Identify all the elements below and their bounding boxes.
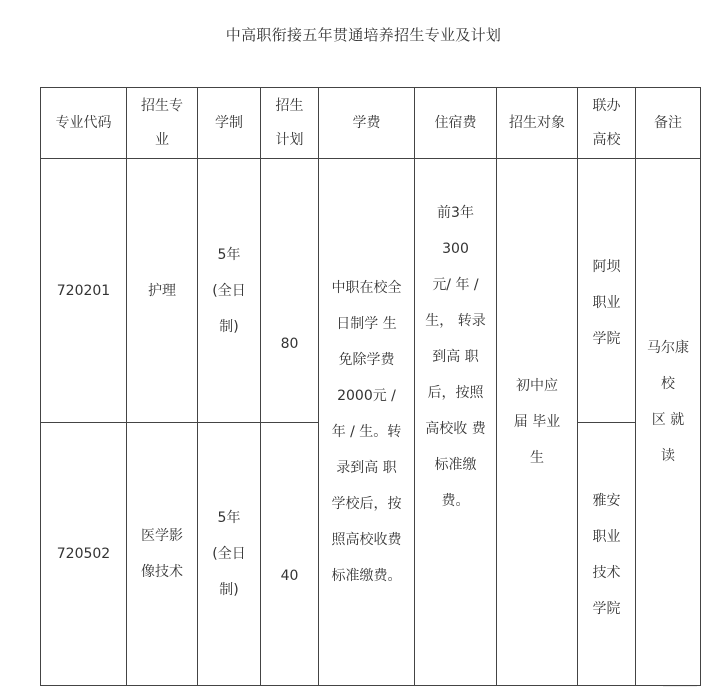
row-code: 720201 bbox=[41, 159, 127, 423]
row-major: 医学影 像技术 bbox=[127, 423, 198, 686]
target-cell: 初中应 届 毕业 生 bbox=[497, 159, 578, 686]
row-plan: 40 bbox=[261, 423, 319, 686]
header-lodging: 住宿费 bbox=[415, 88, 497, 159]
enrollment-plan-table bbox=[40, 87, 701, 686]
row-college: 雅安 职业 技术 学院 bbox=[578, 423, 636, 686]
row-college: 阿坝 职业 学院 bbox=[578, 159, 636, 423]
corner-watermark bbox=[663, 676, 697, 687]
header-duration: 学制 bbox=[198, 88, 261, 159]
tuition-cell: 中职在校全 日制学 生 免除学费 2000元 / 年 / 生。转 录到高 职 学校后，按 照高校收费 标准缴费。 bbox=[319, 159, 415, 686]
table-header-row bbox=[41, 88, 701, 159]
page-title: 中高职衔接五年贯通培养招生专业及计划 bbox=[225, 26, 502, 44]
header-code: 专业代码 bbox=[41, 88, 127, 159]
row-major: 护理 bbox=[127, 159, 198, 423]
row-plan: 80 bbox=[261, 159, 319, 423]
row-duration: 5年 (全日 制) bbox=[198, 423, 261, 686]
header-college: 联办 高校 bbox=[578, 88, 636, 159]
header-note: 备注 bbox=[636, 88, 701, 159]
row-duration: 5年 (全日 制) bbox=[198, 159, 261, 423]
table-row bbox=[41, 159, 701, 423]
header-tuition: 学费 bbox=[319, 88, 415, 159]
row-code: 720502 bbox=[41, 423, 127, 686]
note-cell: 马尔康 校 区 就 读 bbox=[636, 159, 701, 686]
header-major: 招生专 业 bbox=[127, 88, 198, 159]
lodging-cell: 前3年 300 元/ 年 / 生， 转录 到高 职 后，按照 高校收 费 标准缴 费。 bbox=[415, 159, 497, 686]
header-target: 招生对象 bbox=[497, 88, 578, 159]
header-plan: 招生 计划 bbox=[261, 88, 319, 159]
